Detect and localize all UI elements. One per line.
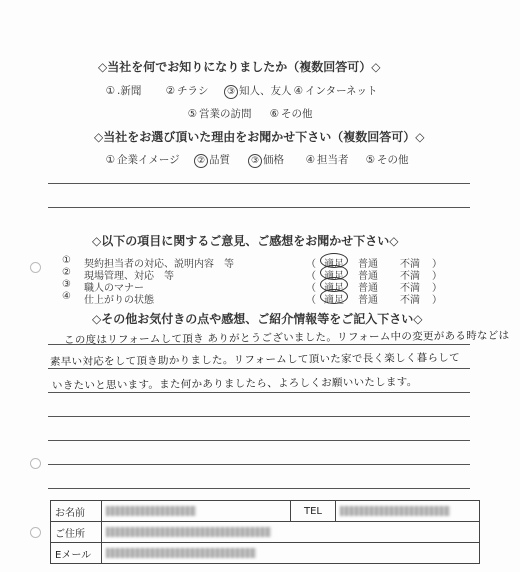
q3-heading: ◇以下の項目に関するご意見、ご感想をお聞かせ下さい◇ [92, 234, 399, 248]
q2-options [104, 152, 424, 166]
selection-ring-4 [320, 289, 348, 304]
q1-option-2: ② チラシ [165, 85, 209, 97]
q1-options-row1 [104, 83, 404, 97]
q2-option-5: ⑤ その他 [365, 154, 409, 166]
q4-heading: ◇その他お気付きの点や感想、ご紹介情報等をご記入下さい◇ [92, 312, 423, 326]
name-label: お名前 [51, 501, 102, 522]
circled-mark: ③ [224, 85, 238, 99]
redacted-tel [340, 506, 450, 516]
write-line-3 [48, 392, 470, 393]
contact-row-name [51, 501, 480, 522]
address-label: ご住所 [51, 522, 102, 543]
q2-write-line-1 [48, 183, 470, 184]
q1-option-1: ① .新聞 [105, 85, 142, 97]
q1-heading: ◇当社を何でお知りになりましたか（複数回答可）◇ [98, 60, 381, 74]
q3-row-4: ④ 仕上がりの状態 （ 適足 普通 不満 ） [62, 291, 442, 306]
q2-option-3: ③ 価格 [248, 152, 284, 168]
redacted-name [106, 506, 196, 516]
write-line-6 [48, 464, 470, 465]
q2-write-line-2 [48, 207, 470, 208]
q2-heading: ◇当社をお選び頂いた理由をお聞かせ下さい（複数回答可）◇ [94, 130, 425, 144]
circled-mark: ③ [248, 154, 262, 168]
q3-row-3: ③ 職人のマナー （ 適足 普通 不満 ） [62, 279, 442, 294]
write-line-4 [48, 416, 470, 417]
q2-option-2: ② 品質 [194, 152, 230, 168]
write-line-2 [48, 368, 470, 369]
email-label: Eメール [51, 543, 102, 564]
circled-mark: ② [194, 154, 208, 168]
handwritten-line-1: この度はリフォームして頂き ありがとうございました。リフォーム中の変更がある時などは [63, 329, 510, 347]
email-value [102, 543, 480, 564]
name-value [102, 501, 291, 522]
punch-hole-bottom [30, 527, 41, 538]
q1-option-5: ⑤ 営業の訪問 [187, 108, 252, 120]
redacted-email [106, 548, 256, 558]
contact-row-address [51, 522, 480, 543]
punch-hole-middle [30, 458, 41, 469]
write-line-7 [48, 488, 470, 489]
handwritten-line-3: いきたいと思います。また何かありましたら、よろしくお願いいたします。 [51, 376, 418, 392]
q3-row-1: ① 契約担当者の対応、説明内容 等 （ 適足 普通 不満 ） [62, 255, 442, 270]
q2-option-4: ④ 担当者 [305, 154, 349, 166]
q1-option-6: ⑥ その他 [269, 108, 313, 120]
q1-option-3: ③ 知人、友人 [224, 83, 292, 99]
write-line-1 [48, 344, 470, 345]
write-line-5 [48, 440, 470, 441]
q1-options-row2 [186, 106, 386, 120]
contact-row-email [51, 543, 480, 564]
handwritten-line-2: 素早い対応をして頂き助かりました。リフォームして頂いた家で長く楽しく暮らして [49, 351, 460, 369]
punch-hole-top [30, 262, 41, 273]
address-value [102, 522, 480, 543]
q2-option-1: ① 企業イメージ [105, 154, 180, 166]
tel-value [336, 501, 480, 522]
q3-row-2: ② 現場管理、対応 等 （ 適足 普通 不満 ） [62, 267, 442, 282]
tel-label: TEL [291, 501, 336, 522]
q1-option-4: ④ インターネット [293, 85, 378, 97]
contact-table [50, 500, 480, 564]
redacted-address [106, 527, 271, 537]
